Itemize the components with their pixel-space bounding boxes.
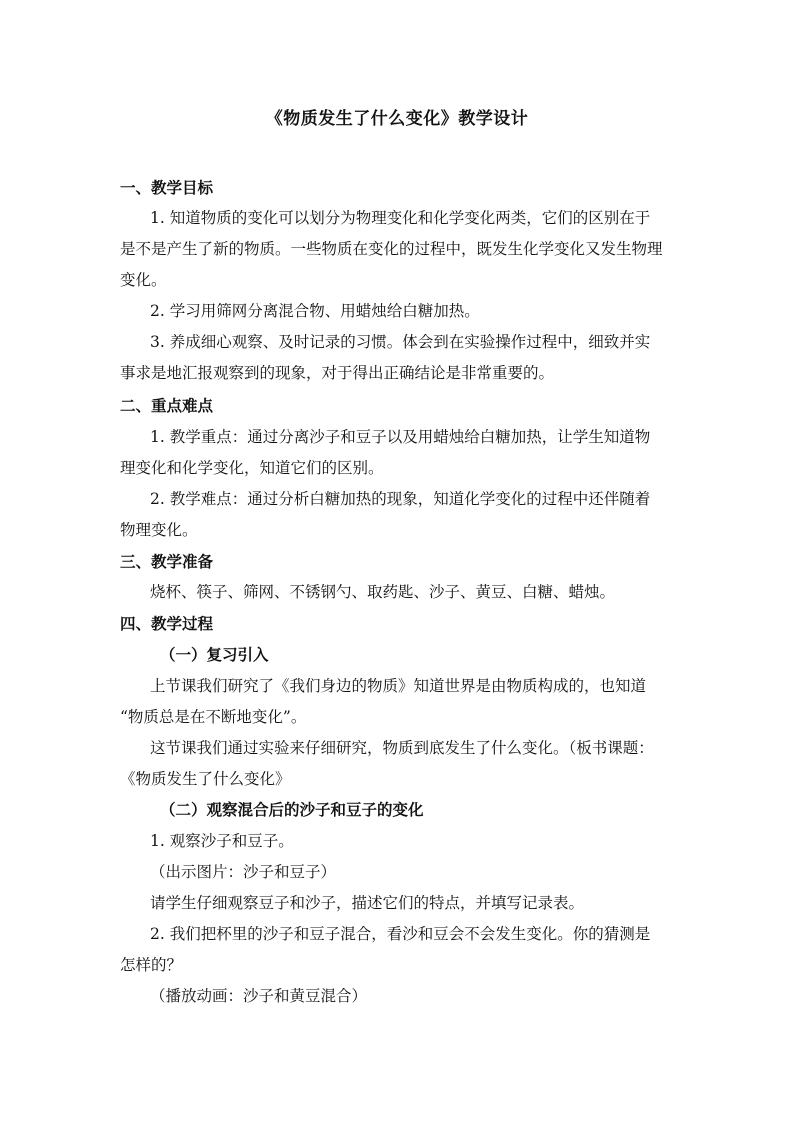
paragraph-line: 物理变化。 bbox=[120, 521, 198, 539]
paragraph-line: 2. 学习用筛网分离混合物、用蜡烛给白糖加热。 bbox=[150, 302, 480, 320]
subsection-heading-observe: （二）观察混合后的沙子和豆子的变化 bbox=[160, 800, 424, 819]
section-heading-objectives: 一、教学目标 bbox=[120, 178, 214, 197]
paragraph-line: 1. 教学重点：通过分离沙子和豆子以及用蜡烛给白糖加热，让学生知道物 bbox=[150, 428, 651, 446]
paragraph-line: 1. 知道物质的变化可以划分为物理变化和化学变化两类，它们的区别在于 bbox=[150, 209, 651, 227]
subsection-heading-review: （一）复习引入 bbox=[160, 645, 269, 664]
document-title: 《物质发生了什么变化》教学设计 bbox=[265, 109, 529, 129]
paragraph-line: （出示图片：沙子和豆子） bbox=[150, 863, 337, 881]
paragraph-line: 2. 教学难点：通过分析白糖加热的现象，知道化学变化的过程中还伴随着 bbox=[150, 490, 651, 508]
section-heading-process: 四、教学过程 bbox=[120, 614, 214, 633]
paragraph-line: 变化。 bbox=[120, 271, 167, 289]
paragraph-line: 理变化和化学变化，知道它们的区别。 bbox=[120, 459, 384, 477]
section-heading-keypoints: 二、重点难点 bbox=[120, 396, 214, 415]
paragraph-line: 《物质发生了什么变化》 bbox=[120, 770, 291, 788]
paragraph-line: 3. 养成细心观察、及时记录的习惯。体会到在实验操作过程中，细致并实 bbox=[150, 333, 651, 351]
paragraph-line: 2. 我们把杯里的沙子和豆子混合，看沙和豆会不会发生变化。你的猜测是 bbox=[150, 925, 651, 943]
paragraph-line: 请学生仔细观察豆子和沙子，描述它们的特点，并填写记录表。 bbox=[150, 894, 585, 912]
paragraph-line: 上节课我们研究了《我们身边的物质》知道世界是由物质构成的，也知道 bbox=[150, 677, 647, 695]
paragraph-line: 烧杯、筷子、筛网、不锈钢勺、取药匙、沙子、黄豆、白糖、蜡烛。 bbox=[150, 583, 616, 601]
paragraph-line: 怎样的？ bbox=[120, 956, 183, 974]
paragraph-line: 1. 观察沙子和豆子。 bbox=[150, 832, 294, 850]
paragraph-line: 这节课我们通过实验来仔细研究，物质到底发生了什么变化。（板书课题： bbox=[150, 739, 654, 757]
paragraph-line: “物质总是在不断地变化”。 bbox=[120, 708, 307, 726]
paragraph-line: 事求是地汇报观察到的现象，对于得出正确结论是非常重要的。 bbox=[120, 364, 555, 382]
paragraph-line: 是不是产生了新的物质。一些物质在变化的过程中，既发生化学变化又发生物理 bbox=[120, 240, 663, 258]
section-heading-prep: 三、教学准备 bbox=[120, 552, 214, 571]
paragraph-line: （播放动画：沙子和黄豆混合） bbox=[150, 987, 368, 1005]
